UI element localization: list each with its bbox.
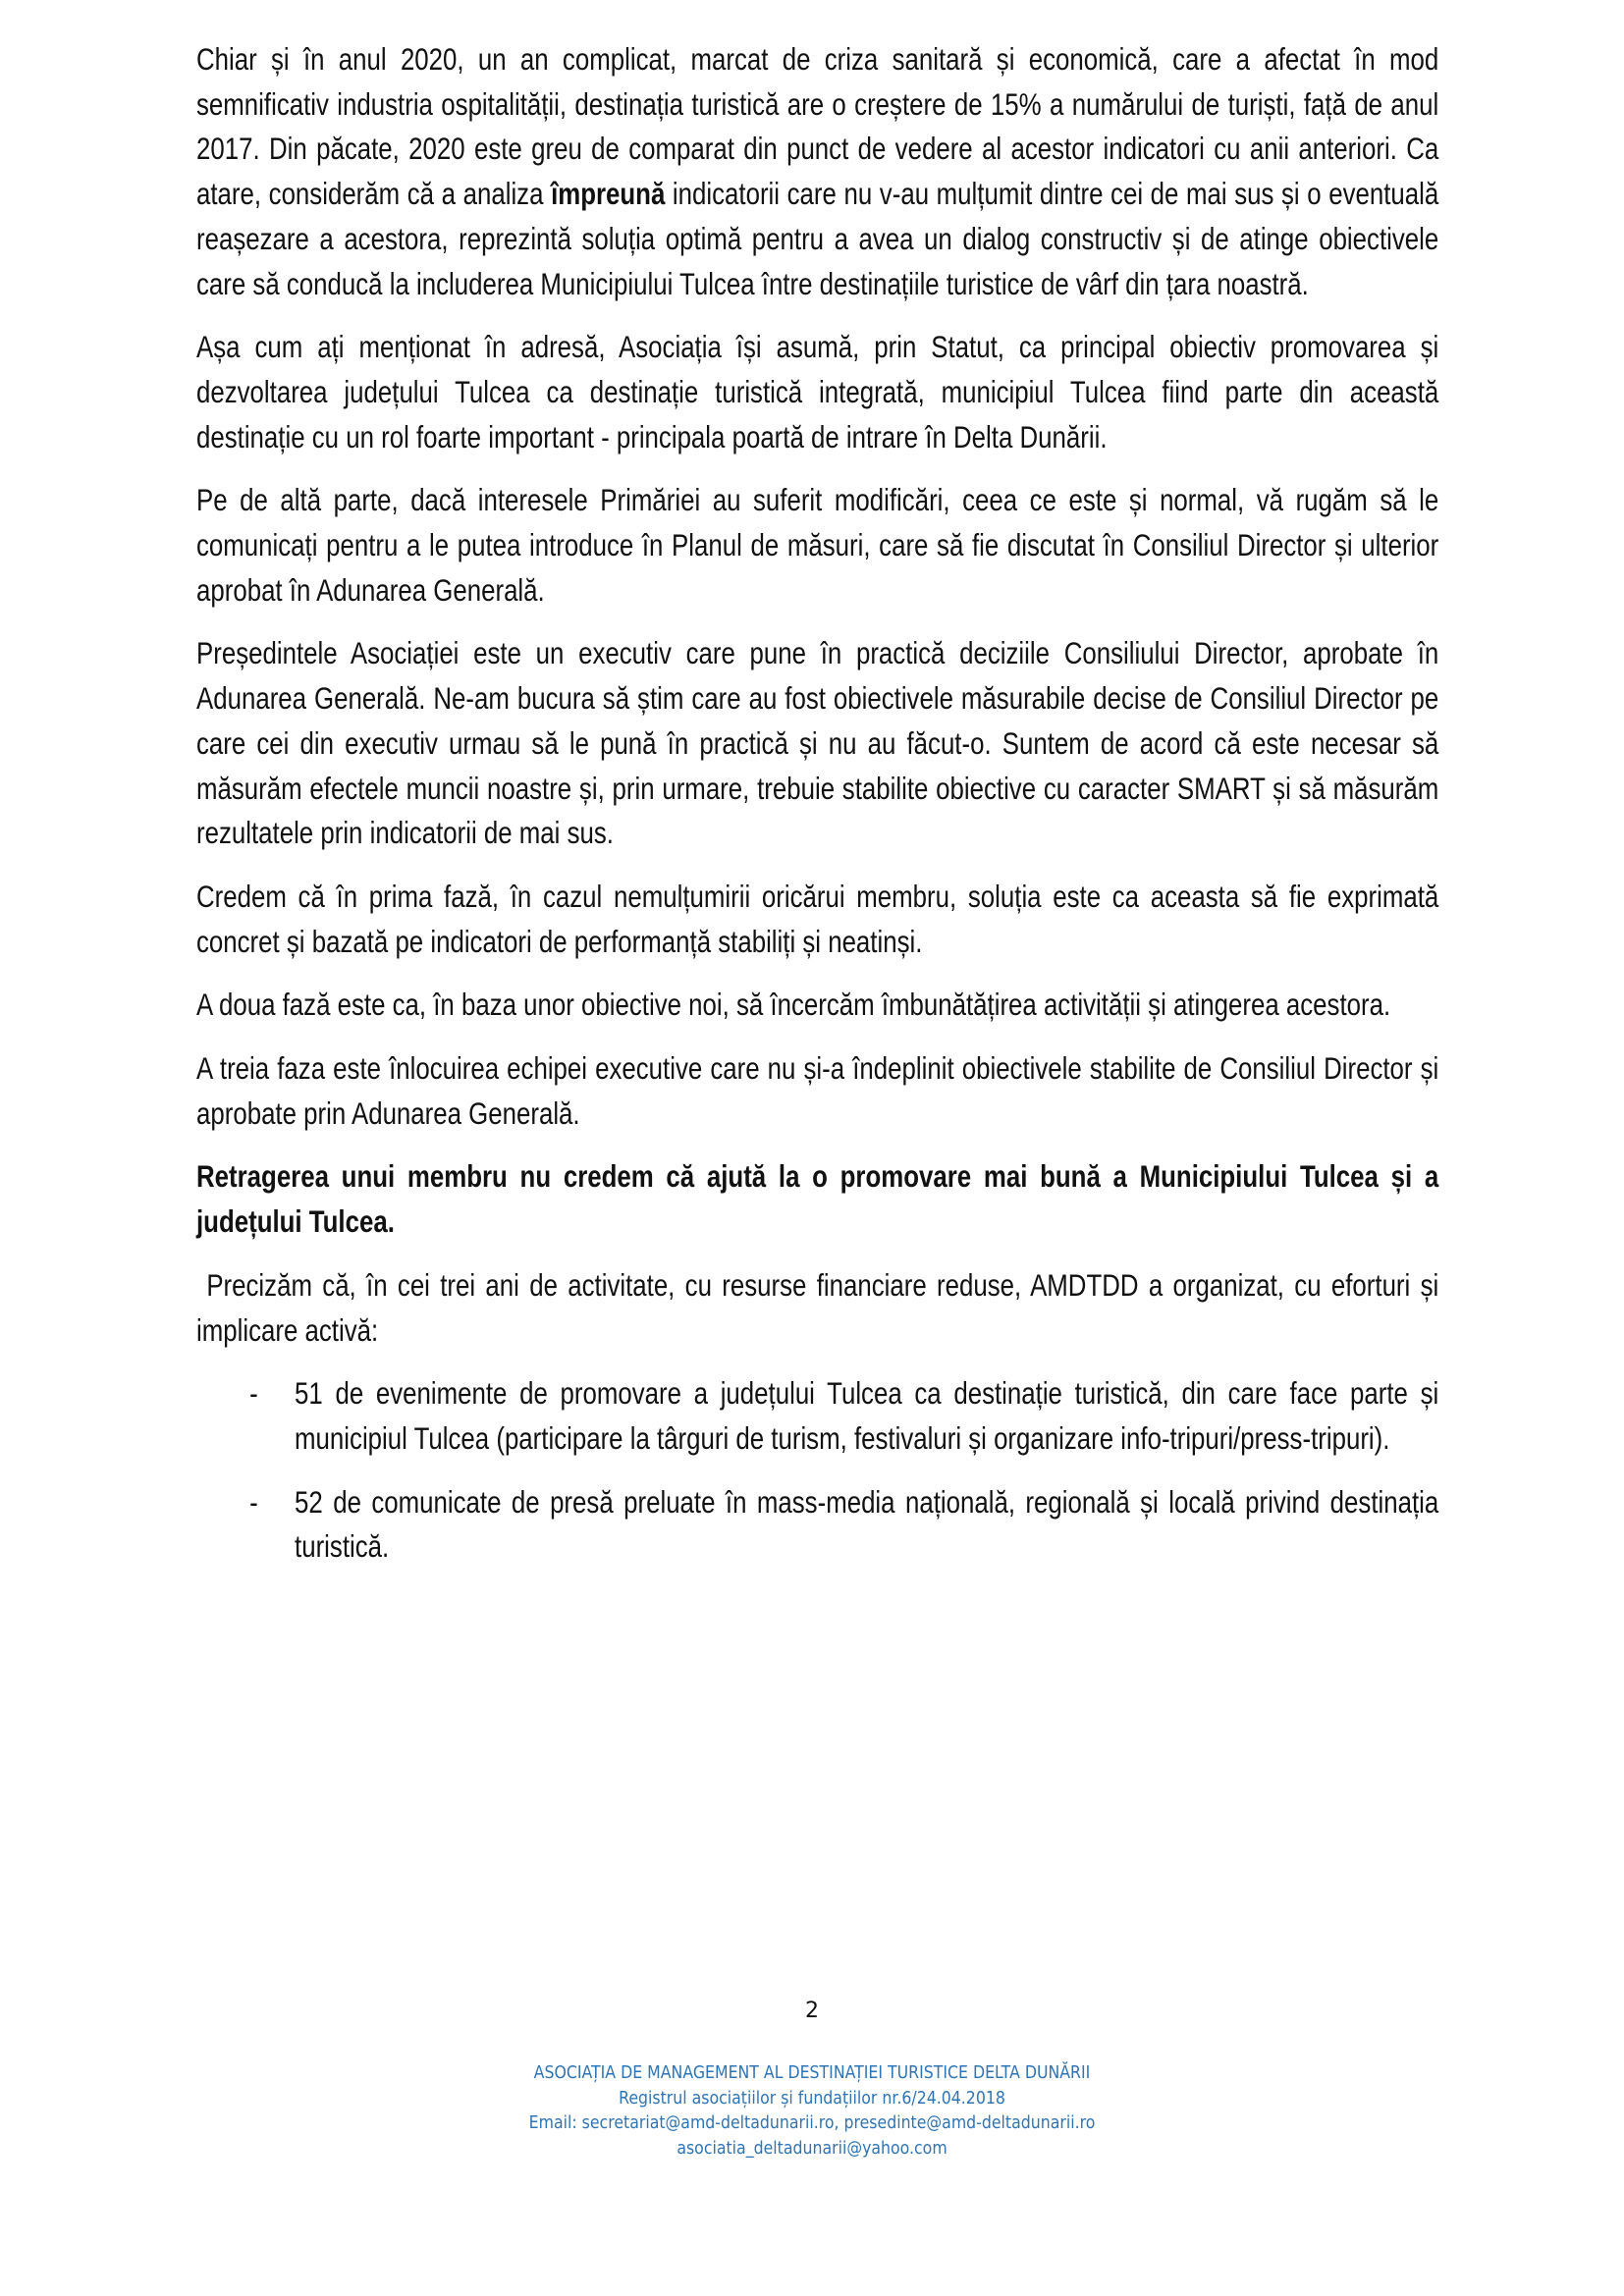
paragraph-tourism-growth: [196, 37, 1438, 306]
paragraph-city-hall-interests: Pe de altă parte, dacă interesele Primăriei au suferit modificări, ceea ce este și normal, vă rugăm să le comunicați pentru a le putea introduce în Planul de măsuri, care să fie discutat în Consiliul Director și ulterior aprobat în Adunarea Generală.: [196, 482, 1439, 608]
document-body: [196, 37, 1446, 1588]
paragraph-withdrawal-statement: Retragerea unui membru nu credem că ajută la o promovare mai bună a Municipiului Tulcea și a județului Tulcea.: [196, 1158, 1439, 1240]
list-item: [196, 1371, 1438, 1461]
paragraph-text: Chiar și în anul 2020, un an complicat, marcat de criza sanitară și economică, care a afectat în mod semnificativ industria ospitalității, destinația turistică are o creștere de 15% a numărului de turiști, față de anul 2017. Din păcate, 2020 este greu de comparat din punct de vedere al acestor indicatori cu anii anteriori. Ca atare, considerăm că a analiza: [196, 41, 1439, 212]
activity-list: [196, 1371, 1438, 1570]
footer-yahoo-email: asociatia_deltadunarii@yahoo.com: [677, 2138, 947, 2159]
footer-registry: Registrul asociațiilor și fundațiilor nr.6/24.04.2018: [619, 2088, 1005, 2109]
page-number: 2: [805, 1999, 819, 2023]
page-footer: [0, 2061, 1624, 2162]
dash-bullet-icon: -: [249, 1483, 258, 1520]
footer-organization-name: ASOCIAȚIA DE MANAGEMENT AL DESTINAȚIEI TURISTICE DELTA DUNĂRII: [533, 2063, 1091, 2083]
emphasis-impreuna: împreună: [551, 176, 666, 212]
paragraph-first-phase: Credem că în prima fază, în cazul nemulțumirii oricărui membru, soluția este ca aceasta să fie exprimată concret și bazată pe indicatori de performanță stabiliți și neatinși.: [196, 878, 1439, 959]
list-item: [196, 1480, 1438, 1570]
paragraph-text: indicatorii care nu v-au mulțumit dintre cei de mai sus și o eventuală reașezare a acestora, reprezintă soluția optimă pentru a avea un dialog constructiv și de atinge obiectivele care să conducă la includerea Municipiului Tulcea între destinațiile turistice de vârf din țara noastră.: [196, 176, 1439, 301]
paragraph-association-objective: Așa cum ați menționat în adresă, Asociația își asumă, prin Statut, ca principal obiectiv promovarea și dezvoltarea județului Tulcea ca destinație turistică integrată, municipiul Tulcea fiind parte din această destinație cu un rol foarte important - principala poartă de intrare în Delta Dunării.: [196, 329, 1439, 454]
list-item-text: 52 de comunicate de presă preluate în mass-media națională, regională și locală privind destinația turistică.: [295, 1483, 1439, 1565]
paragraph-president-role: Președintele Asociației este un executiv care pune în practică deciziile Consiliului Director, aprobate în Adunarea Generală. Ne-am bucura să știm care au fost obiectivele măsurabile decise de Consiliul Director pe care cei din executiv urmau să le pună în practică și nu au făcut-o. Suntem de acord că este necesar să măsurăm efectele muncii noastre și, prin urmare, trebuie stabilite obiective cu caracter SMART și să măsurăm rezultatele prin indicatorii de mai sus.: [196, 635, 1439, 851]
paragraph-third-phase: A treia faza este înlocuirea echipei executive care nu și-a îndeplinit obiectivele stabilite de Consiliul Director și aprobate prin Adunarea Generală.: [196, 1050, 1439, 1131]
paragraph-activity-summary: Precizăm că, în cei trei ani de activitate, cu resurse financiare reduse, AMDTDD a organizat, cu eforturi și implicare activă:: [196, 1266, 1446, 1348]
paragraph-second-phase: A doua fază este ca, în baza unor obiective noi, să încercăm îmbunătățirea activității și atingerea acestora.: [196, 987, 1391, 1023]
list-item-text: 51 de evenimente de promovare a județului Tulcea ca destinație turistică, din care face parte și municipiul Tulcea (participare la târguri de turism, festivaluri și organizare info-tripuri/press-tripuri).: [295, 1375, 1439, 1456]
footer-emails: Email: secretariat@amd-deltadunarii.ro, presedinte@amd-deltadunarii.ro: [528, 2113, 1096, 2133]
dash-bullet-icon: -: [249, 1375, 258, 1412]
